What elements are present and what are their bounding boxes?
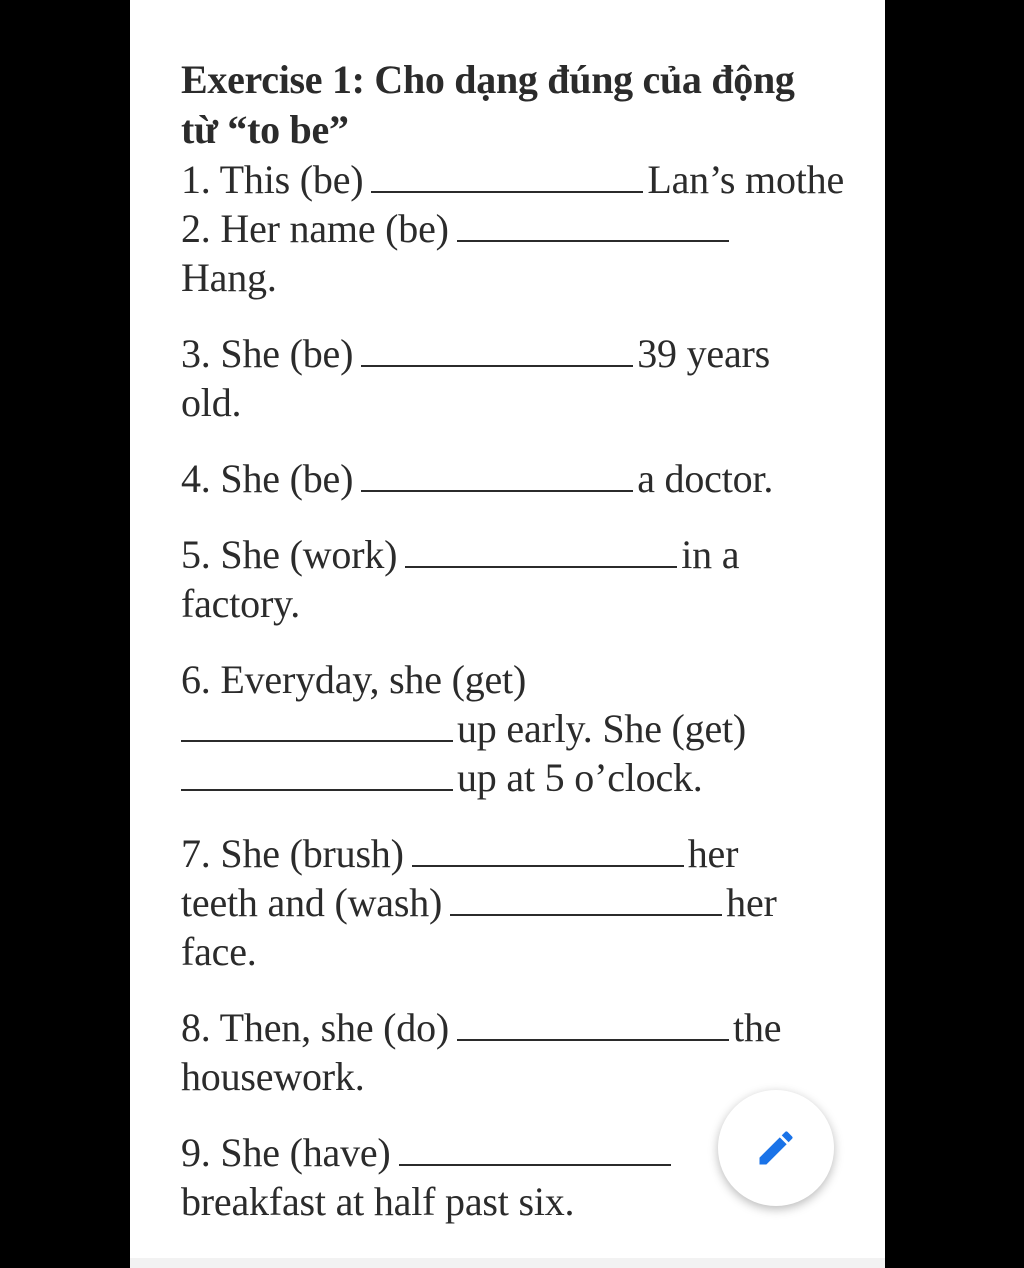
q2-blank[interactable] — [457, 210, 729, 242]
question-6: 6. Everyday, she (get) — [181, 657, 527, 702]
q7-line-2-prompt: teeth and (wash) — [181, 880, 443, 925]
q3-prompt: 3. She (be) — [181, 331, 354, 376]
q6-line-3-text: up at 5 o’clock. — [457, 755, 703, 800]
q2-continuation: Hang. — [181, 255, 277, 300]
q7-blank-2[interactable] — [450, 884, 722, 916]
q8-continuation: housework. — [181, 1054, 365, 1099]
question-2 — [181, 204, 885, 253]
bottom-strip — [130, 1258, 885, 1268]
q7-prompt: 7. She (brush) — [181, 831, 404, 876]
q3-tail: 39 years — [637, 331, 770, 376]
exercise-content — [181, 55, 885, 1226]
question-5 — [181, 530, 885, 579]
q7-continuation: face. — [181, 929, 257, 974]
q6-blank-2[interactable] — [181, 759, 453, 791]
q4-tail: a doctor. — [637, 456, 774, 501]
question-8 — [181, 1003, 885, 1052]
q4-blank[interactable] — [361, 460, 633, 492]
q1-prompt: 1. This (be) — [181, 157, 364, 202]
question-7 — [181, 829, 885, 878]
q5-prompt: 5. She (work) — [181, 532, 398, 577]
q9-blank[interactable] — [399, 1134, 671, 1166]
q9-continuation: breakfast at half past six. — [181, 1179, 575, 1224]
document-page — [130, 0, 885, 1258]
question-4 — [181, 454, 885, 503]
q8-prompt: 8. Then, she (do) — [181, 1005, 450, 1050]
exercise-title — [181, 55, 885, 155]
q6-line-3 — [181, 753, 885, 802]
q6-blank-1[interactable] — [181, 710, 453, 742]
q8-blank[interactable] — [457, 1009, 729, 1041]
q6-line-2-text: up early. She (get) — [457, 706, 747, 751]
q3-blank[interactable] — [361, 335, 633, 367]
q1-tail: Lan’s mothe — [647, 157, 845, 202]
q7-tail: her — [687, 831, 739, 876]
q1-blank[interactable] — [371, 161, 643, 193]
q8-tail: the — [733, 1005, 782, 1050]
question-3 — [181, 329, 885, 378]
q3-continuation: old. — [181, 380, 242, 425]
q7-line-2-tail: her — [726, 880, 777, 925]
q7-line-2 — [181, 878, 885, 927]
q2-prompt: 2. Her name (be) — [181, 206, 449, 251]
title-line-2: từ “to be” — [181, 107, 349, 152]
question-1 — [181, 155, 885, 204]
q5-tail: in a — [681, 532, 740, 577]
pencil-icon — [754, 1126, 798, 1170]
q5-blank[interactable] — [405, 536, 677, 568]
edit-fab-button[interactable] — [718, 1090, 834, 1206]
q4-prompt: 4. She (be) — [181, 456, 354, 501]
q6-line-2 — [181, 704, 885, 753]
q5-continuation: factory. — [181, 581, 301, 626]
q7-blank-1[interactable] — [412, 835, 684, 867]
title-line-1: Exercise 1: Cho dạng đúng của động — [181, 57, 795, 102]
q9-prompt: 9. She (have) — [181, 1130, 391, 1175]
